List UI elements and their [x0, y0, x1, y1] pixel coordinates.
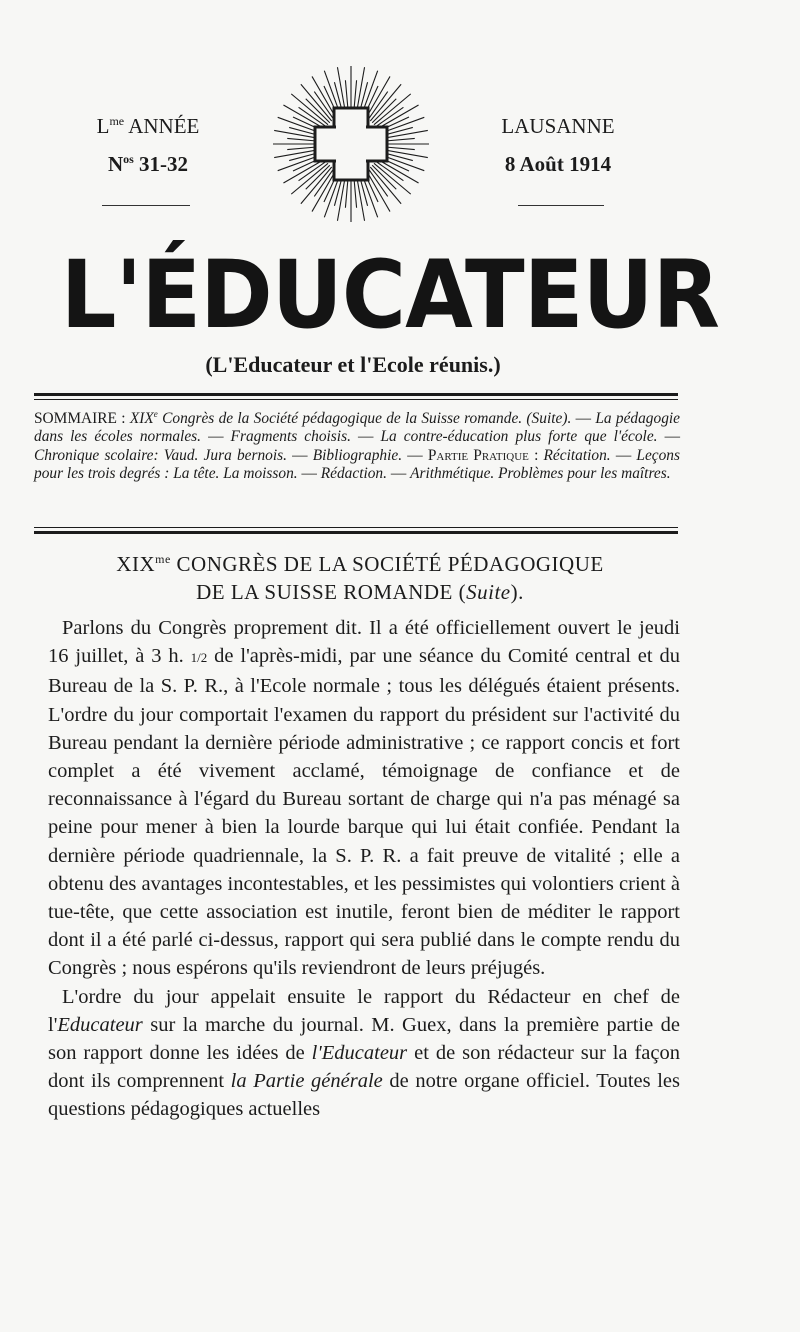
city: LAUSANNE	[501, 114, 615, 138]
issue-date: 8 Août 1914	[504, 152, 612, 176]
article-body	[48, 614, 680, 1124]
educateur-ref: l'Educateur	[311, 1042, 408, 1065]
toc-item-pedagogie: La pédagogie dans les écoles normales.	[34, 410, 681, 446]
paragraph-2-b: sur la marche du journal. M. Guex, dans la première partie de son rapport donne les idées de	[48, 1013, 680, 1065]
toc-item-congres-a: XIX	[129, 410, 154, 428]
table-of-contents	[34, 405, 680, 483]
article-title-b: CONGRÈS DE LA SOCIÉTÉ PÉDAGOGIQUE	[170, 552, 604, 576]
toc-sep: —	[297, 464, 321, 482]
emblem-ray	[372, 99, 396, 123]
issue-prefix: N	[107, 152, 124, 176]
toc-item-bibliographie: Bibliographie.	[312, 446, 403, 464]
toc-sep: —	[571, 410, 596, 428]
sommaire-label: SOMMAIRE :	[34, 410, 126, 428]
masthead-subtitle: (L'Educateur et l'Ecole réunis.)	[205, 352, 501, 377]
issue-number	[78, 152, 218, 177]
paragraph-1-b: de l'après-midi, par une séance du Comité central et du Bureau de la S. P. R., à l'Ecole normale ; tous les délégués étaient présents. L'ordre du jour comportait l'examen du rapport du président sur l'activité du Bureau pendant la dernière période administrative ; ce rapport concis et fort complet a été vivement acclamé, témoignage de confiance et de reconnaissance à l'égard du Bureau sortant de charge qui n'a pas ménagé sa peine pour mener à bien la lourde barque qui lui était confiée. Pendant la dernière période quadriennale, la S. P. R. a fait preuve de vitalité ; elle a obtenu des avantages incontestables, et les pessimistes qui volontiers crient à tue-tête, que cette association est inutile, feront bien de méditer le rapport dont il a été parlé ci-dessus, rapport qui sera publié dans le compte rendu du Congrès ; nous espérons qu'ils reviendront de leurs préjugés.	[48, 645, 680, 980]
toc-item-redaction: Rédaction.	[320, 464, 387, 482]
issue-numbers: 31-32	[139, 152, 189, 176]
article-title-end: ).	[510, 580, 524, 604]
article-title-a: XIX	[116, 552, 156, 576]
article-title-line1	[40, 552, 680, 577]
article-title-suite: Suite	[466, 580, 511, 604]
toc-item-chronique: Chronique scolaire: Vaud. Jura bernois.	[34, 446, 287, 464]
rule-top-thick	[34, 393, 678, 396]
paragraph-2-c: et de son rédacteur sur la façon dont ils comprennent	[48, 1042, 680, 1093]
year-label	[78, 114, 218, 139]
issue-sup: os	[123, 152, 134, 166]
rule-top-thin	[34, 399, 678, 400]
toc-sep: —	[402, 446, 428, 464]
toc-sep: —	[201, 428, 231, 446]
paragraph-2-a: L'ordre du jour appelait ensuite le rapport du Rédacteur en chef de l'	[48, 985, 680, 1036]
paragraph-1-a: Parlons du Congrès proprement dit. Il a été officiellement ouvert le jeudi 16 juillet, à 3 h.	[48, 617, 680, 668]
toc-item-fragments: Fragments choisis.	[230, 428, 351, 446]
partie-generale-ref: la Partie générale	[230, 1070, 383, 1093]
emblem-ray	[306, 99, 330, 123]
toc-sep: —	[657, 428, 680, 446]
toc-item-arithmetique: Arithmétique. Problèmes pour les maîtres.	[410, 464, 671, 482]
masthead-title	[36, 241, 719, 350]
toc-item-congres-b: Congrès de la Société pédagogique de la Suisse romande. (Suite).	[157, 410, 572, 428]
emblem-ray	[306, 165, 330, 189]
header-left-rule	[102, 205, 190, 206]
article-title-sup: me	[155, 552, 171, 566]
toc-item-congres	[130, 410, 571, 427]
emblem-ray	[372, 165, 396, 189]
rule-bottom-thick	[34, 531, 678, 534]
toc-sep: —	[286, 446, 313, 464]
toc-partie-pratique-label: Partie Pratique :	[427, 446, 539, 464]
toc-sep: —	[610, 446, 637, 464]
toc-item-lecons: Leçons pour les trois degrés : La tête. La moisson.	[34, 446, 680, 482]
paragraph-2	[48, 983, 680, 1124]
toc-item-recitation: Récitation.	[538, 446, 611, 464]
educateur-ref: Educateur	[57, 1013, 143, 1036]
masthead-title-text: L'ÉDUCATEUR	[60, 241, 719, 350]
toc-item-contre-education: La contre-éducation plus forte que l'école.	[380, 428, 658, 446]
paragraph-1	[48, 614, 680, 983]
year-word: ANNÉE	[128, 114, 200, 138]
year-sup: me	[109, 114, 125, 128]
toc-sep: —	[386, 464, 411, 482]
article-title-line2-text: DE LA SUISSE ROMANDE (	[196, 580, 467, 604]
toc-sep: —	[350, 428, 381, 446]
swiss-cross-emblem-icon	[270, 64, 432, 224]
header-right-rule	[518, 205, 604, 206]
rule-bottom-thin	[34, 527, 678, 528]
fraction: 1/2	[190, 650, 208, 666]
year-prefix: L	[96, 114, 110, 138]
article-title-line2	[40, 580, 680, 605]
toc-item-congres-sup: e	[153, 409, 158, 419]
paragraph-2-d: de notre organe officiel. Toutes les questions pédagogiques actuelles	[48, 1070, 680, 1121]
